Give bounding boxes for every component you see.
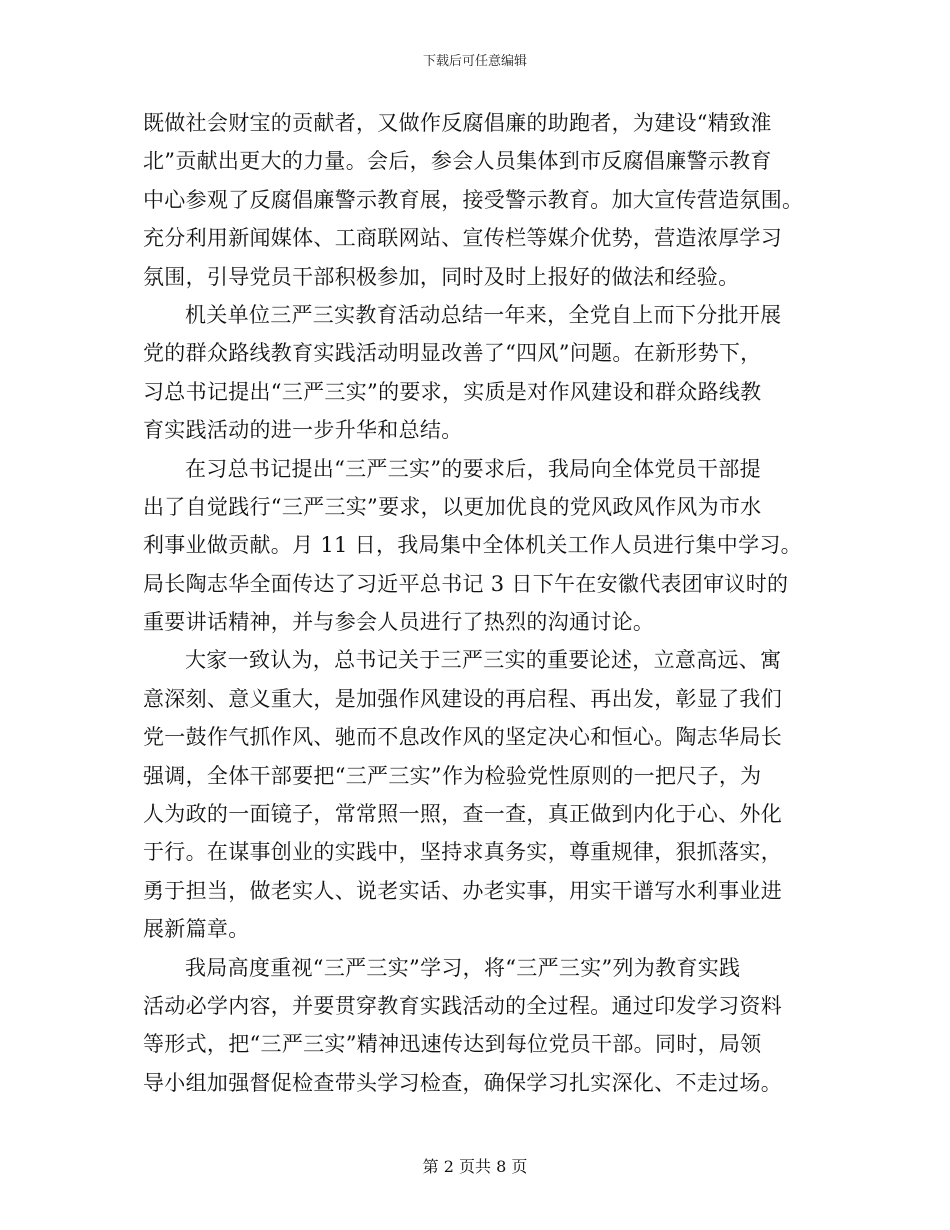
text-line: 党的群众路线教育实践活动明显改善了“四风”问题。在新形势下， (143, 341, 762, 366)
text-line: 重要讲话精神，并与参会人员进行了热烈的沟通讨论。 (143, 610, 655, 635)
text-line: 氛围，引导党员干部积极参加，同时及时上报好的做法和经验。 (143, 264, 740, 289)
paragraph (143, 450, 813, 642)
text-line: 北”贡献出更大的力量。会后，参会人员集体到市反腐倡廉警示教育 (143, 149, 772, 174)
text-line: 等形式，把“三严三实”精神迅速传达到每位党员干部。同时，局领 (143, 1032, 762, 1057)
text-line: 局长陶志华全面传达了习近平总书记 3 日下午在安徽代表团审议时的 (143, 571, 789, 596)
paragraph (143, 949, 813, 1103)
text-line: 机关单位三严三实教育活动总结一年来，全党自上而下分批开展 (185, 302, 782, 327)
text-line: 于行。在谋事创业的实践中，坚持求真务实，尊重规律，狠抓落实， (143, 840, 782, 865)
paragraph (143, 296, 813, 450)
text-line: 充分利用新闻媒体、工商联网站、宣传栏等媒介优势，营造浓厚学习 (143, 226, 782, 251)
text-line: 人为政的一面镜子，常常照一照，查一查，真正做到内化于心、外化 (143, 802, 782, 827)
text-line: 勇于担当，做老实人、说老实话、办老实事，用实干谱写水利事业进 (143, 878, 782, 903)
document-body (143, 104, 813, 1102)
text-line: 我局高度重视“三严三实”学习，将“三严三实”列为教育实践 (185, 955, 741, 980)
text-line: 党一鼓作气抓作风、驰而不息改作风的坚定决心和恒心。陶志华局长 (143, 725, 782, 750)
page-number: 第 2 页共 8 页 (422, 1157, 528, 1176)
text-line: 强调，全体干部要把“三严三实”作为检验党性原则的一把尺子，为 (143, 763, 762, 788)
text-line: 意深刻、意义重大，是加强作风建设的再启程、再出发，彰显了我们 (143, 686, 782, 711)
text-line: 出了自觉践行“三严三实”要求，以更加优良的党风政风作风为市水 (143, 494, 762, 519)
text-line: 活动必学内容，并要贯穿教育实践活动的全过程。通过印发学习资料 (143, 993, 782, 1018)
page-header: 下载后可任意编辑 (422, 54, 527, 69)
text-line: 在习总书记提出“三严三实”的要求后，我局向全体党员干部提 (185, 456, 761, 481)
text-line: 育实践活动的进一步升华和总结。 (143, 418, 463, 443)
text-line: 中心参观了反腐倡廉警示教育展，接受警示教育。加大宣传营造氛围。 (143, 187, 804, 212)
paragraph (143, 641, 813, 948)
text-line: 习总书记提出“三严三实”的要求，实质是对作风建设和群众路线教 (143, 379, 762, 404)
text-line: 导小组加强督促检查带头学习检查，确保学习扎实深化、不走过场。 (143, 1070, 782, 1095)
text-line: 大家一致认为，总书记关于三严三实的重要论述，立意高远、寓 (185, 648, 782, 673)
text-line: 展新篇章。 (143, 917, 250, 942)
text-line: 利事业做贡献。月 11 日，我局集中全体机关工作人员进行集中学习。 (143, 533, 802, 558)
paragraph (143, 104, 813, 296)
text-line: 既做社会财宝的贡献者，又做作反腐倡廉的助跑者，为建设“精致淮 (143, 111, 772, 135)
